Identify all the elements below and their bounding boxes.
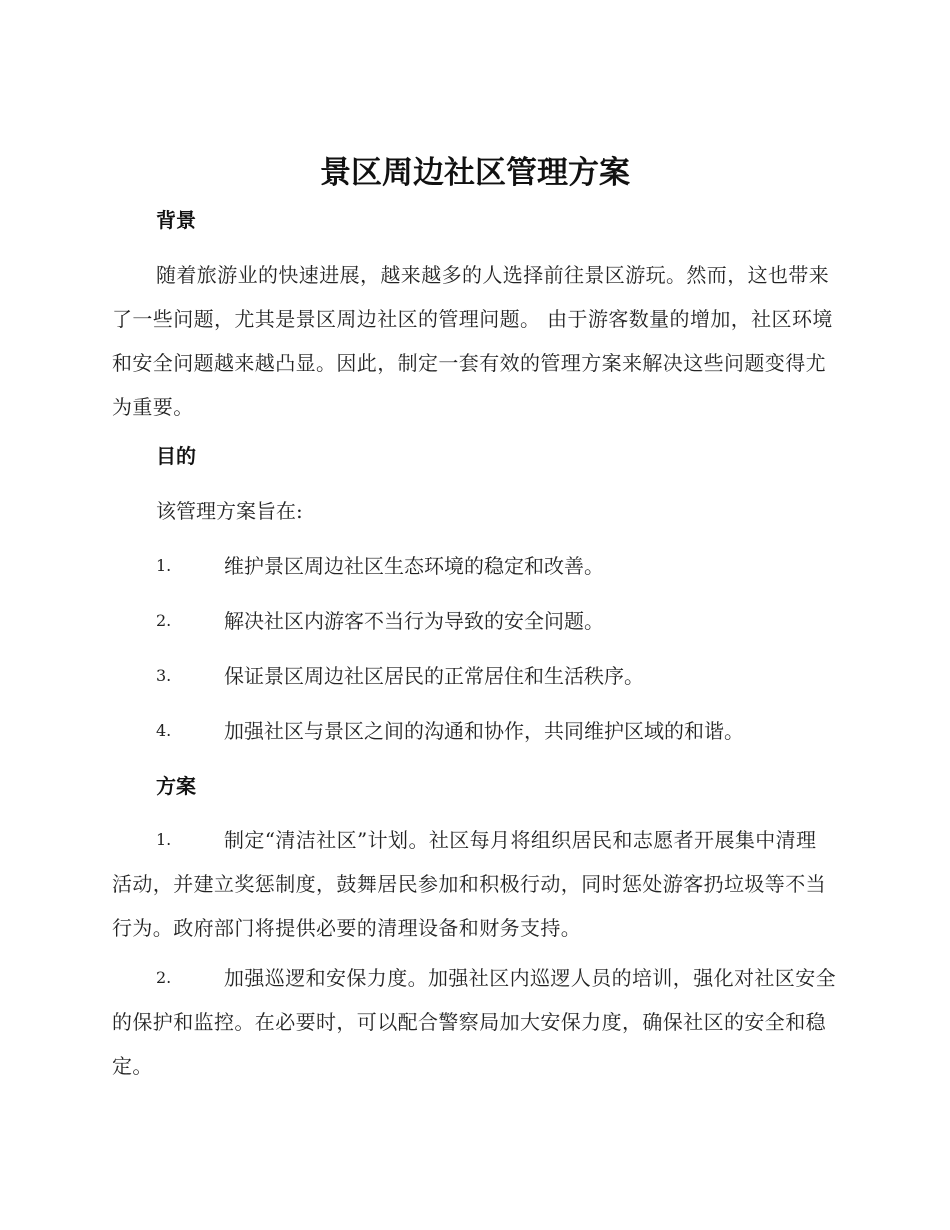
heading-background: 背景	[156, 208, 196, 232]
plan-item	[112, 818, 836, 950]
document-title: 景区周边社区管理方案	[320, 155, 630, 191]
plan-item-text: 加强巡逻和安保力度。加强社区内巡逻人员的培训，强化对社区安全的保护和监控。在必要时，可以配合警察局加大安保力度，确保社区的安全和稳定。	[112, 966, 836, 1078]
plan-item	[112, 956, 836, 1088]
background-paragraph: 随着旅游业的快速进展，越来越多的人选择前往景区游玩。然而，这也带来了一些问题，尤其是景区周边社区的管理问题。 由于游客数量的增加，社区环境和安全问题越来越凸显。因此，制定一套有效的管理方案来解决这些问题变得尤为重要。	[112, 263, 833, 419]
purpose-item-text: 保证景区周边社区居民的正常居住和生活秩序。	[224, 664, 644, 688]
heading-purpose: 目的	[156, 444, 196, 468]
purpose-item-number: 2.	[156, 611, 172, 630]
purpose-item-number: 3.	[156, 666, 172, 685]
purpose-item-number: 4.	[156, 721, 172, 740]
heading-plan: 方案	[156, 774, 196, 798]
purpose-item-text: 维护景区周边社区生态环境的稳定和改善。	[224, 554, 604, 578]
purpose-item-number: 1.	[156, 556, 172, 575]
purpose-item-text: 加强社区与景区之间的沟通和协作，共同维护区域的和谐。	[224, 719, 744, 743]
plan-item-number: 1.	[156, 830, 172, 849]
plan-item-text: 制定“清洁社区”计划。社区每月将组织居民和志愿者开展集中清理活动，并建立奖惩制度，鼓舞居民参加和积极行动，同时惩处游客扔垃圾等不当行为。政府部门将提供必要的清理设备和财务支持。	[112, 828, 826, 940]
purpose-item-text: 解决社区内游客不当行为导致的安全问题。	[224, 609, 604, 633]
plan-item-number: 2.	[156, 968, 172, 987]
purpose-intro: 该管理方案旨在:	[156, 499, 303, 523]
